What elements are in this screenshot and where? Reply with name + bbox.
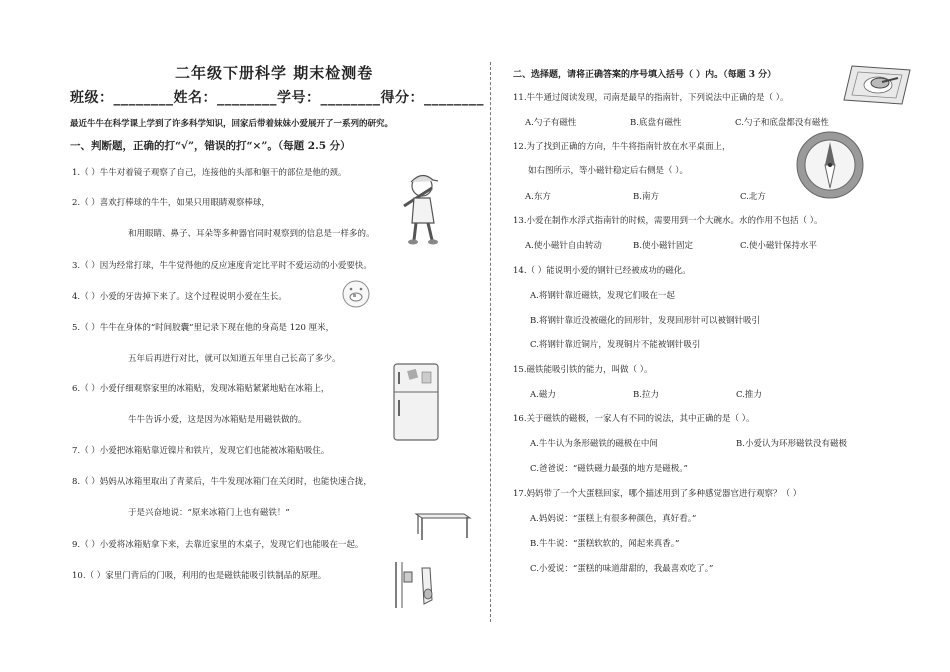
boy-baseball-icon (398, 168, 456, 248)
q17-option-c: C.小爱说：“蛋糕的味道甜甜的，我最喜欢吃了。” (530, 564, 714, 574)
q2-cont: 和用眼睛、鼻子、耳朵等多种器官同时观察到的信息是一样多的。 (128, 229, 375, 239)
q13: 13.小爱在制作水浮式指南针的时候，需要用到一个大碗水。水的作用不包括（ ）。 (513, 216, 823, 226)
q17-option-b: B.牛牛说：“蛋糕软软的，闻起来真香。” (530, 539, 680, 549)
q17-option-a: A.妈妈说：“蛋糕上有很多种颜色，真好看。” (530, 514, 697, 524)
table-icon (412, 508, 472, 542)
q12-option-c: C.北方 (740, 192, 766, 202)
intro-text: 最近牛牛在科学课上学到了许多科学知识，回家后带着妹妹小爱展开了一系列的研究。 (70, 119, 394, 129)
sinan-icon (842, 64, 912, 106)
page-title: 二年级下册科学 期末检测卷 (175, 64, 374, 82)
q2: 2.（ ）喜欢打棒球的牛牛，如果只用眼睛观察棒球， (72, 198, 270, 208)
q11-option-a: A.勺子有磁性 (525, 118, 577, 128)
q14-option-c: C.将钢针靠近铜片，发现铜片不能被钢针吸引 (530, 340, 701, 350)
tooth-icon (336, 278, 376, 310)
q16: 16.关于磁铁的磁极，一家人有不同的说法，其中正确的是（ ）。 (513, 414, 755, 424)
q8-cont: 于是兴奋地说：“原来冰箱门上也有磁铁！” (128, 508, 290, 518)
q12-option-b: B.南方 (633, 192, 659, 202)
q15-option-a: A.磁力 (530, 390, 556, 400)
q15: 15.磁铁能吸引铁的能力，叫做（ ）。 (513, 365, 653, 375)
q10: 10.（ ）家里门背后的门吸，利用的也是磁铁能吸引铁制品的原理。 (72, 571, 327, 581)
q11: 11.牛牛通过阅读发现，司南是最早的指南针，下列说法中正确的是（ ）。 (513, 93, 789, 103)
q14-option-b: B.将钢针靠近没被磁化的回形针，发现回形针可以被钢针吸引 (530, 316, 760, 326)
q12-option-a: A.东方 (525, 192, 551, 202)
q15-option-c: C.推力 (736, 390, 762, 400)
q8: 8.（ ）妈妈从冰箱里取出了青菜后，牛牛发现冰箱门在关闭时，也能快速合拢， (72, 477, 372, 487)
fridge-icon (392, 362, 440, 442)
q15-option-b: B.拉力 (633, 390, 659, 400)
q11-option-c: C.勺子和底盘都没有磁性 (735, 118, 829, 128)
q7: 7.（ ）小爱把冰箱贴靠近镍片和铁片，发现它们也能被冰箱贴吸住。 (72, 446, 330, 456)
q5: 5.（ ）牛牛在身体的“时间胶囊”里记录下现在他的身高是 120 厘米， (72, 323, 335, 333)
q12: 12.为了找到正确的方向，牛牛将指南针放在水平桌面上， (513, 142, 731, 152)
q5-cont: 五年后再进行对比，就可以知道五年里自己长高了多少。 (128, 354, 341, 364)
q11-option-b: B.底盘有磁性 (630, 118, 682, 128)
q14: 14.（ ）能说明小爱的钢针已经被成功的磁化。 (513, 266, 691, 276)
column-divider (490, 62, 491, 622)
section1-title: 一、判断题，正确的打“√”，错误的打“×”。（每题 2.5 分） (70, 140, 351, 152)
q13-option-c: C.使小磁针保持水平 (740, 241, 817, 251)
q4: 4.（ ）小爱的牙齿掉下来了。这个过程说明小爱在生长。 (72, 292, 287, 302)
q6: 6.（ ）小爱仔细观察家里的冰箱贴，发现冰箱贴紧紧地贴在冰箱上， (72, 384, 330, 394)
section2-title: 二、选择题，请将正确答案的序号填入括号（ ）内。（每题 3 分） (513, 70, 777, 80)
q17: 17.妈妈带了一个大蛋糕回家，哪个描述用到了多种感觉器官进行观察？（ ） (513, 489, 802, 499)
door-stop-icon (392, 560, 442, 610)
student-info-line: 班级：________姓名：________学号：________得分：________ (70, 90, 484, 106)
q14-option-a: A.将钢针靠近磁铁，发现它们吸在一起 (530, 291, 675, 301)
q1: 1.（ ）牛牛对着镜子观察了自己，连接他的头部和躯干的部位是他的颈。 (72, 168, 347, 178)
q3: 3.（ ）因为经常打球，牛牛觉得他的反应速度肯定比平时不爱运动的小爱要快。 (72, 261, 372, 271)
q6-cont: 牛牛告诉小爱，这是因为冰箱贴是用磁铁做的。 (128, 415, 307, 425)
compass-icon (795, 130, 865, 200)
q13-option-b: B.使小磁针固定 (633, 241, 693, 251)
q9: 9.（ ）小爱将冰箱贴拿下来，去靠近家里的木桌子，发现它们也能吸在一起。 (72, 540, 364, 550)
q16-option-b: B.小爱认为环形磁铁没有磁极 (736, 439, 847, 449)
q12-cont: 如右图所示，等小磁针稳定后右侧是（ ）。 (528, 166, 688, 176)
q16-option-a: A.牛牛认为条形磁铁的磁极在中间 (530, 439, 658, 449)
q13-option-a: A.使小磁针自由转动 (525, 241, 602, 251)
q16-option-c: C.爸爸说：“磁铁磁力最强的地方是磁极。” (530, 464, 688, 474)
